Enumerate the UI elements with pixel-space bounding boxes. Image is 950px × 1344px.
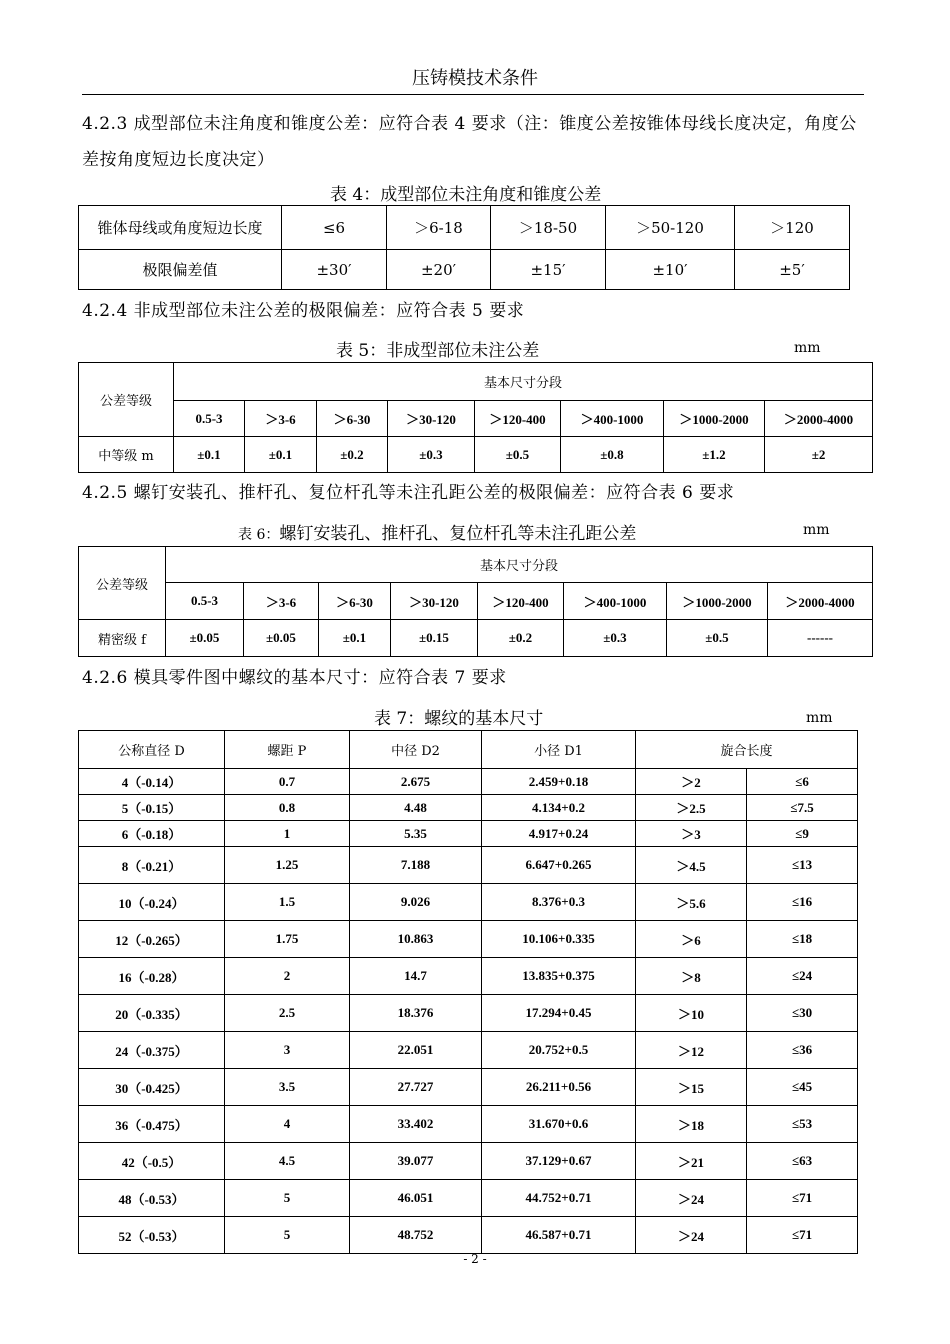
table5-values-row xyxy=(79,437,873,473)
table7-cell: ＞4.5 xyxy=(636,847,747,884)
table5 xyxy=(78,362,873,473)
table7-cell: 4.5 xyxy=(225,1143,350,1180)
table7-cell: 4.48 xyxy=(350,795,482,821)
table6-value: ------ xyxy=(768,620,873,657)
table7-cell: ＞24 xyxy=(636,1217,747,1254)
table7-cell: ＞10 xyxy=(636,995,747,1032)
table6-range: ＞30-120 xyxy=(391,583,478,620)
table7-cell: 2.5 xyxy=(225,995,350,1032)
table6-unit: mm xyxy=(803,522,830,538)
table7-body xyxy=(79,769,858,1254)
table7-cell: ≤30 xyxy=(747,995,858,1032)
table7-cell: 39.077 xyxy=(350,1143,482,1180)
table7-cell: 36（-0.475） xyxy=(79,1106,225,1143)
table7 xyxy=(78,730,858,1254)
table5-value: ±0.1 xyxy=(174,437,245,473)
table7-header-cell: 小径 D1 xyxy=(482,731,636,769)
table7-cell: 24（-0.375） xyxy=(79,1032,225,1069)
table7-cell: 9.026 xyxy=(350,884,482,921)
table6 xyxy=(78,546,873,657)
table7-header-cell: 旋合长度 xyxy=(636,731,858,769)
table6-group-label: 基本尺寸分段 xyxy=(166,547,873,583)
section-4-2-6: 4.2.6 模具零件图中螺纹的基本尺寸：应符合表 7 要求 xyxy=(82,668,507,688)
table7-cell: 1.25 xyxy=(225,847,350,884)
table7-cell: ≤71 xyxy=(747,1180,858,1217)
table6-value: ±0.05 xyxy=(166,620,244,657)
section-4-2-3: 4.2.3 成型部位未注角度和锥度公差：应符合表 4 要求（注：锥度公差按锥体母线长度决定，角度公差按角度短边长度决定） xyxy=(82,114,857,170)
table7-cell: 31.670+0.6 xyxy=(482,1106,636,1143)
table6-row-label: 精密级 f xyxy=(79,620,166,657)
table7-cell: 1.75 xyxy=(225,921,350,958)
table7-cell: ＞6 xyxy=(636,921,747,958)
table6-caption-text: 螺钉安装孔、推杆孔、复位杆孔等未注孔距公差 xyxy=(279,524,637,544)
table7-cell: 2 xyxy=(225,958,350,995)
table6-range: ＞2000-4000 xyxy=(768,583,873,620)
table7-cell: 4.917+0.24 xyxy=(482,821,636,847)
table7-header-cell: 螺距 P xyxy=(225,731,350,769)
table4-cell: ＞6-18 xyxy=(387,206,491,250)
table7-cell: 2.459+0.18 xyxy=(482,769,636,795)
table7-cell: 37.129+0.67 xyxy=(482,1143,636,1180)
section-4-2-4: 4.2.4 非成型部位未注公差的极限偏差：应符合表 5 要求 xyxy=(82,301,525,321)
table7-cell: 48（-0.53） xyxy=(79,1180,225,1217)
table7-cell: 26.211+0.56 xyxy=(482,1069,636,1106)
table7-cell: 2.675 xyxy=(350,769,482,795)
table7-cell: 5 xyxy=(225,1217,350,1254)
table7-row xyxy=(79,1032,858,1069)
table7-cell: 44.752+0.71 xyxy=(482,1180,636,1217)
table7-cell: ≤71 xyxy=(747,1217,858,1254)
table7-row xyxy=(79,1069,858,1106)
table7-row xyxy=(79,995,858,1032)
table7-cell: 10.106+0.335 xyxy=(482,921,636,958)
table7-cell: 46.587+0.71 xyxy=(482,1217,636,1254)
page-header-title: 压铸模技术条件 xyxy=(412,68,538,89)
table7-cell: 0.7 xyxy=(225,769,350,795)
table6-range: ＞400-1000 xyxy=(564,583,667,620)
table4 xyxy=(78,205,850,290)
table7-cell: 17.294+0.45 xyxy=(482,995,636,1032)
table7-row xyxy=(79,958,858,995)
table7-header-cell: 中径 D2 xyxy=(350,731,482,769)
table6-grade-label: 公差等级 xyxy=(79,547,166,620)
table7-cell: 1.5 xyxy=(225,884,350,921)
table7-row xyxy=(79,1217,858,1254)
table5-range: ＞3-6 xyxy=(245,401,317,437)
table7-row xyxy=(79,1143,858,1180)
table6-values-row xyxy=(79,620,873,657)
table5-range: 0.5-3 xyxy=(174,401,245,437)
table5-value: ±0.3 xyxy=(388,437,475,473)
table7-cell: 13.835+0.375 xyxy=(482,958,636,995)
table4-cell: ＞50-120 xyxy=(606,206,735,250)
table6-value: ±0.2 xyxy=(478,620,564,657)
table7-cell: ≤9 xyxy=(747,821,858,847)
table7-row xyxy=(79,1180,858,1217)
table5-value: ±1.2 xyxy=(664,437,765,473)
table7-cell: 10（-0.24） xyxy=(79,884,225,921)
table7-cell: ≤7.5 xyxy=(747,795,858,821)
table7-cell: ≤36 xyxy=(747,1032,858,1069)
table7-caption: 表 7：螺纹的基本尺寸 xyxy=(374,709,544,729)
table6-value: ±0.05 xyxy=(244,620,319,657)
table7-cell: ＞15 xyxy=(636,1069,747,1106)
table4-row xyxy=(79,250,850,290)
table7-cell: 48.752 xyxy=(350,1217,482,1254)
section-4-2-5: 4.2.5 螺钉安装孔、推杆孔、复位杆孔等未注孔距公差的极限偏差：应符合表 6 要求 xyxy=(82,483,735,503)
table4-cell: ±5′ xyxy=(735,250,850,290)
table7-row xyxy=(79,795,858,821)
table7-unit: mm xyxy=(806,710,833,726)
table4-cell: 极限偏差值 xyxy=(79,250,282,290)
table5-unit: mm xyxy=(794,340,821,356)
table7-cell: 6.647+0.265 xyxy=(482,847,636,884)
table7-cell: 4.134+0.2 xyxy=(482,795,636,821)
table5-row-label: 中等级 m xyxy=(79,437,174,473)
table7-cell: 4（-0.14） xyxy=(79,769,225,795)
table7-cell: 3.5 xyxy=(225,1069,350,1106)
table6-caption-prefix: 表 6： xyxy=(238,527,280,543)
table7-cell: 20.752+0.5 xyxy=(482,1032,636,1069)
table7-cell: 5.35 xyxy=(350,821,482,847)
table4-cell: ＞18-50 xyxy=(491,206,606,250)
table7-cell: 8.376+0.3 xyxy=(482,884,636,921)
table7-cell: ＞3 xyxy=(636,821,747,847)
table7-cell: 0.8 xyxy=(225,795,350,821)
table7-header-cell: 公称直径 D xyxy=(79,731,225,769)
table7-cell: ＞5.6 xyxy=(636,884,747,921)
table7-cell: 5（-0.15） xyxy=(79,795,225,821)
table7-cell: 4 xyxy=(225,1106,350,1143)
table7-row xyxy=(79,847,858,884)
table7-cell: 46.051 xyxy=(350,1180,482,1217)
table5-range: ＞1000-2000 xyxy=(664,401,765,437)
table7-cell: 3 xyxy=(225,1032,350,1069)
table7-cell: ＞12 xyxy=(636,1032,747,1069)
table7-cell: ≤53 xyxy=(747,1106,858,1143)
table7-cell: 27.727 xyxy=(350,1069,482,1106)
table4-caption: 表 4：成型部位未注角度和锥度公差 xyxy=(330,185,602,205)
table7-cell: ＞18 xyxy=(636,1106,747,1143)
table5-range: ＞400-1000 xyxy=(561,401,664,437)
table7-cell: ＞8 xyxy=(636,958,747,995)
table7-cell: ≤6 xyxy=(747,769,858,795)
table7-cell: 10.863 xyxy=(350,921,482,958)
table7-cell: ＞24 xyxy=(636,1180,747,1217)
table7-cell: 22.051 xyxy=(350,1032,482,1069)
table4-cell: ＞120 xyxy=(735,206,850,250)
table7-cell: ≤63 xyxy=(747,1143,858,1180)
table7-row xyxy=(79,821,858,847)
table7-cell: 52（-0.53） xyxy=(79,1217,225,1254)
table5-range: ＞2000-4000 xyxy=(765,401,873,437)
table7-row xyxy=(79,884,858,921)
table5-range: ＞120-400 xyxy=(475,401,561,437)
table4-cell: ±15′ xyxy=(491,250,606,290)
table7-cell: 42（-0.5） xyxy=(79,1143,225,1180)
table7-cell: 6（-0.18） xyxy=(79,821,225,847)
table6-value: ±0.3 xyxy=(564,620,667,657)
table4-cell: ±10′ xyxy=(606,250,735,290)
table4-header-row xyxy=(79,206,850,250)
header-divider xyxy=(82,94,864,95)
table6-range: ＞3-6 xyxy=(244,583,319,620)
table7-cell: 8（-0.21） xyxy=(79,847,225,884)
table7-cell: ≤16 xyxy=(747,884,858,921)
table6-value: ±0.15 xyxy=(391,620,478,657)
table7-header-row xyxy=(79,731,858,769)
table4-cell: ±20′ xyxy=(387,250,491,290)
table5-value: ±0.8 xyxy=(561,437,664,473)
table7-row xyxy=(79,1106,858,1143)
table5-value: ±0.1 xyxy=(245,437,317,473)
table6-range: ＞1000-2000 xyxy=(667,583,768,620)
table6-range: ＞6-30 xyxy=(319,583,391,620)
table5-caption: 表 5：非成型部位未注公差 xyxy=(336,341,540,361)
table7-cell: 20（-0.335） xyxy=(79,995,225,1032)
table6-caption xyxy=(238,519,636,544)
table7-cell: ≤18 xyxy=(747,921,858,958)
table6-ranges-row xyxy=(79,583,873,620)
table7-cell: 14.7 xyxy=(350,958,482,995)
table5-range: ＞30-120 xyxy=(388,401,475,437)
table7-cell: 33.402 xyxy=(350,1106,482,1143)
table7-cell: ≤24 xyxy=(747,958,858,995)
table7-row xyxy=(79,769,858,795)
table6-range: 0.5-3 xyxy=(166,583,244,620)
table6-value: ±0.5 xyxy=(667,620,768,657)
table7-row xyxy=(79,921,858,958)
table7-cell: 16（-0.28） xyxy=(79,958,225,995)
table7-cell: 5 xyxy=(225,1180,350,1217)
table5-grade-label: 公差等级 xyxy=(79,363,174,437)
table4-cell: ±30′ xyxy=(282,250,387,290)
table7-cell: ＞21 xyxy=(636,1143,747,1180)
table7-cell: ≤13 xyxy=(747,847,858,884)
table6-value: ±0.1 xyxy=(319,620,391,657)
table7-cell: 30（-0.425） xyxy=(79,1069,225,1106)
table7-cell: 18.376 xyxy=(350,995,482,1032)
table5-value: ±2 xyxy=(765,437,873,473)
table7-cell: 1 xyxy=(225,821,350,847)
table7-cell: ＞2.5 xyxy=(636,795,747,821)
table5-value: ±0.5 xyxy=(475,437,561,473)
table5-ranges-row xyxy=(79,401,873,437)
table5-group-label: 基本尺寸分段 xyxy=(174,363,873,401)
table7-cell: ≤45 xyxy=(747,1069,858,1106)
table7-cell: 12（-0.265） xyxy=(79,921,225,958)
table7-cell: 7.188 xyxy=(350,847,482,884)
table4-cell: ≤6 xyxy=(282,206,387,250)
table4-cell: 锥体母线或角度短边长度 xyxy=(79,206,282,250)
table5-value: ±0.2 xyxy=(317,437,388,473)
page-number: - 2 - xyxy=(463,1252,487,1266)
table5-range: ＞6-30 xyxy=(317,401,388,437)
table6-range: ＞120-400 xyxy=(478,583,564,620)
table7-cell: ＞2 xyxy=(636,769,747,795)
